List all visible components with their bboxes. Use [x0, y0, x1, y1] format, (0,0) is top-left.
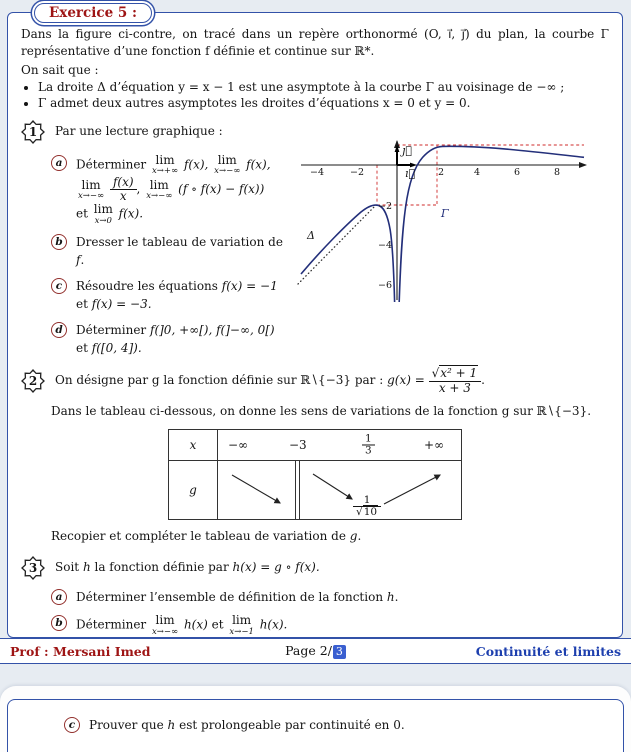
variable: h: [82, 560, 91, 575]
header-one-third: $\frac{1}{3}$: [362, 433, 375, 456]
text: et: [76, 297, 88, 312]
question-1-number: 1: [28, 124, 38, 139]
question-3c-label: c: [64, 717, 80, 733]
question-2-star-badge: [21, 369, 45, 393]
next-page-card: [0, 686, 631, 752]
table-caption: Dans le tableau ci-dessous, on donne les sens de variations de la fonction g sur ℝ∖{−3}.: [51, 403, 592, 418]
variable: h: [386, 590, 395, 605]
j-vector-label: ȷ⃗: [402, 143, 413, 157]
x-tick: 4: [473, 166, 481, 178]
increasing-arrow: [384, 475, 440, 504]
text: ,: [136, 182, 141, 197]
table-header-x: x: [169, 430, 218, 460]
text: et: [76, 341, 88, 356]
limit-notation: lim x→−∞: [78, 177, 105, 202]
question-1c-text: [76, 277, 278, 313]
variable: g: [349, 528, 358, 543]
denominator: x + 3: [438, 380, 471, 395]
y-tick: −2: [377, 200, 392, 212]
table-row-g: g: [169, 461, 218, 519]
question-3-intro: [55, 560, 320, 576]
text: Déterminer: [76, 617, 147, 632]
text: et: [76, 206, 88, 221]
expression: f([0, 4]).: [91, 341, 142, 356]
variation-table-header: [169, 430, 461, 461]
curve-gamma-label: Γ: [441, 206, 449, 220]
chapter-title: Continuité et limites: [475, 643, 621, 659]
text: et: [211, 617, 224, 632]
expression: f(x).: [118, 206, 144, 221]
question-1b: [51, 233, 289, 269]
recopier-line: [51, 528, 609, 544]
h-definition: h(x) = g ∘ f(x).: [232, 560, 320, 575]
text: Soit: [55, 560, 80, 575]
exercise-title: Exercice 5 :: [49, 5, 137, 21]
question-3-header: [21, 556, 609, 580]
variation-table: [168, 429, 462, 520]
page-footer: [0, 638, 631, 664]
intro-paragraph: Dans la figure ci-contre, on tracé dans un repère orthonormé (O, ı⃗, ȷ⃗) du plan, la courbe Γ représentative d’une fonction f définie et continue sur ℝ*.: [21, 27, 609, 58]
question-1b-text: [76, 233, 289, 269]
sqrt-sign: √: [356, 505, 363, 518]
x-tick: 6: [513, 166, 521, 178]
x-tick: −2: [349, 166, 365, 178]
question-1-star-badge: [21, 120, 45, 144]
question-1-body: [21, 143, 609, 357]
question-1a: [51, 154, 289, 225]
variation-table-body: [169, 461, 461, 519]
question-1-subquestions: [21, 146, 289, 357]
expression: f(x),: [246, 157, 271, 172]
question-3a-label: a: [51, 589, 67, 605]
question-1d-label: d: [51, 322, 67, 338]
limit-notation: lim x→0: [93, 202, 113, 226]
question-3b-label: b: [51, 615, 67, 631]
asymptote-delta-label: Δ: [307, 228, 315, 242]
variable: f: [76, 253, 81, 268]
y-tick: −4: [377, 239, 392, 251]
double-bar: [299, 461, 300, 519]
function-g: g(x) =: [387, 373, 425, 388]
variation-arrows: [218, 461, 458, 519]
limit-notation: lim x→−1: [229, 613, 254, 637]
fraction: $\frac{f(x)}{x}$: [110, 176, 137, 203]
question-1c: [51, 277, 289, 313]
limit-notation: lim x→−∞: [146, 177, 173, 202]
text: .: [394, 590, 399, 605]
radicand: x² + 1: [440, 366, 478, 381]
text: On désigne par g la fonction définie sur ℝ∖{−3} par :: [55, 373, 384, 388]
text: Déterminer: [76, 323, 147, 338]
text: .: [357, 528, 362, 543]
page-indicator: Page 2/ 3: [285, 643, 346, 659]
exercise-content: [8, 13, 622, 636]
x-tick: −4: [309, 166, 325, 178]
question-1b-label: b: [51, 234, 67, 250]
page-number-link[interactable]: 3: [333, 645, 346, 659]
question-2-header: [21, 367, 609, 394]
expression: f(x),: [183, 157, 209, 172]
g-formula-fraction: [429, 367, 482, 394]
header-neg-infinity: −∞: [228, 437, 249, 452]
decreasing-arrow: [313, 474, 352, 499]
question-1a-label: a: [51, 155, 67, 171]
next-page-area: [0, 666, 631, 752]
next-exercise-card: [7, 699, 624, 752]
variable: h: [167, 718, 176, 732]
question-2-intro: [55, 367, 485, 394]
expression: h(x).: [259, 617, 288, 632]
function-graph-figure: [295, 136, 609, 307]
x-tick: 2: [437, 166, 445, 178]
limit-notation: lim x→−∞: [214, 152, 241, 177]
question-1d: [51, 321, 289, 357]
table-variations: [218, 461, 458, 519]
question-1a-text: [76, 154, 271, 225]
header-neg-3: −3: [289, 437, 307, 452]
text: Prouver que: [89, 718, 164, 732]
limit-notation: lim x→+∞: [152, 152, 179, 177]
x-tick: 8: [553, 166, 561, 178]
header-pos-infinity: +∞: [424, 437, 445, 452]
limit-notation: lim x→−∞: [152, 613, 179, 637]
expression: (f ∘ f(x) − f(x)): [178, 182, 265, 197]
question-3a-text: [76, 588, 398, 606]
question-2-number: 2: [28, 374, 38, 389]
text: Déterminer l’ensemble de définition de la fonction: [76, 590, 384, 605]
exercise-card: [7, 5, 623, 638]
question-3b-text: [76, 614, 287, 636]
graph-svg: [295, 136, 595, 304]
sqrt-sign: √: [431, 366, 440, 381]
assumption-other-asymptotes: • Γ admet deux autres asymptotes les droites d’équations x = 0 et y = 0.: [38, 96, 609, 112]
table-header-values: [218, 430, 458, 460]
expression: h(x): [183, 617, 208, 632]
exercise-title-pill: [34, 3, 152, 23]
asymptote-delta-line: [298, 206, 375, 284]
text: est prolongeable par continuité en 0.: [179, 718, 405, 732]
question-3a: [51, 588, 609, 606]
question-3c-text: [89, 716, 405, 734]
equation: f(x) = −3.: [91, 297, 152, 312]
question-1c-label: c: [51, 278, 67, 294]
text: la fonction définie par: [94, 560, 229, 575]
question-3-number: 3: [28, 561, 38, 576]
decreasing-arrow: [232, 475, 280, 503]
equation: f(x) = −1: [221, 279, 278, 294]
y-tick: −6: [377, 279, 392, 291]
know-line: On sait que :: [21, 62, 99, 77]
text: Résoudre les équations: [76, 279, 218, 294]
text: .: [481, 373, 485, 388]
question-3-star-badge: [21, 556, 45, 580]
text: Dresser le tableau de variation de: [76, 235, 283, 250]
text: Déterminer: [76, 157, 147, 172]
question-3c: [64, 716, 623, 734]
question-1d-text: [76, 321, 275, 357]
x-axis-arrow: [579, 162, 587, 168]
professor-name: Prof : Mersani Imed: [10, 643, 151, 659]
text: .: [80, 253, 85, 268]
double-bar: [295, 461, 296, 519]
question-3b: [51, 614, 609, 636]
assumptions-list: [21, 80, 609, 112]
text: Recopier et compléter le tableau de variation de: [51, 528, 346, 543]
question-1-heading: Par une lecture graphique :: [55, 124, 223, 139]
minimum-value: $\frac{1}{√10}$: [353, 495, 381, 518]
i-vector-label: ı⃗: [405, 166, 416, 180]
assumption-asymptote-delta: • La droite Δ d’équation y = x − 1 est une asymptote à la courbe Γ au voisinage de −∞ ;: [38, 80, 609, 96]
expression: f(]0, +∞[), f(]−∞, 0[): [150, 323, 275, 338]
